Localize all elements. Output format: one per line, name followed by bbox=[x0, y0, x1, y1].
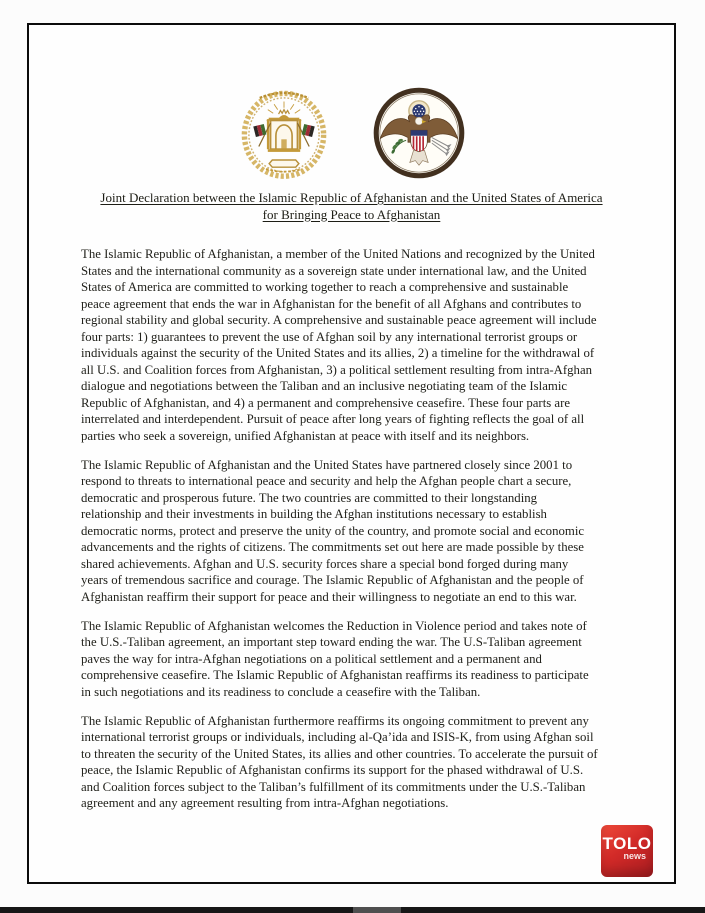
title-line-1: Joint Declaration between the Islamic Republic of Afghanistan and the United States of America bbox=[100, 190, 603, 205]
tolo-news-brand: TOLO bbox=[602, 834, 652, 853]
document-body bbox=[81, 246, 598, 824]
document-page bbox=[27, 23, 676, 884]
emblems-row bbox=[29, 85, 674, 181]
afghanistan-emblem-icon bbox=[239, 85, 329, 181]
paragraph-4: The Islamic Republic of Afghanistan furthermore reaffirms its ongoing commitment to prevent any international terrorist groups or individuals, including al-Qa’ida and ISIS-K, from using Afghan soil to threaten the security of the United States, its allies and other countries. To accelerate the pursuit of peace, the Islamic Republic of Afghanistan confirms its support for the phased withdrawal of U.S. and Coalition forces subject to the Taliban’s fulfillment of its commitments under the U.S.-Taliban agreement and any agreement resulting from intra-Afghan negotiations. bbox=[81, 713, 598, 810]
bottom-video-bar bbox=[0, 907, 705, 913]
paragraph-3: The Islamic Republic of Afghanistan welcomes the Reduction in Violence period and takes note of the U.S.-Taliban agreement, an important step toward ending the war. The U.S-Taliban agreement paves the way for intra-Afghan negotiations on a political settlement and a permanent and comprehensive ceasefire. The Islamic Republic of Afghanistan reaffirms its readiness to participate in such negotiations and its readiness to conclude a ceasefire with the Taliban. bbox=[81, 618, 589, 699]
tolo-news-sub: news bbox=[623, 851, 646, 861]
bottom-bar-segment bbox=[353, 907, 401, 913]
us-great-seal-icon bbox=[373, 85, 465, 181]
document-title bbox=[29, 190, 674, 223]
paragraph-2: The Islamic Republic of Afghanistan and the United States have partnered closely since 2001 to respond to threats to international peace and security and help the Afghan people chart a secure, democratic and prosperous future. The two countries are committed to their longstanding relationship and their investments in building the Afghan institutions necessary to establish democratic norms, protect and preserve the unity of the country, and promote social and economic advancements and the rights of citizens. The commitments set out here are made possible by these shared achievements. Afghan and U.S. security forces share a special bond forged during many years of tremendous sacrifice and courage. The Islamic Republic of Afghanistan and the people of Afghanistan reaffirm their support for peace and their willingness to negotiate an end to this war. bbox=[81, 457, 585, 604]
tolo-news-logo bbox=[601, 825, 653, 877]
title-line-2: for Bringing Peace to Afghanistan bbox=[262, 206, 441, 222]
paragraph-1: The Islamic Republic of Afghanistan, a member of the United Nations and recognized by the United States and the international community as a sovereign state under international law, and the United States of America are committed to working together to reach a comprehensive and sustainable peace agreement that ends the war in Afghanistan for the benefit of all Afghans and contributes to regional stability and global security. A comprehensive and sustainable peace agreement will include four parts: 1) guarantees to prevent the use of Afghan soil by any international terrorist groups or individuals against the security of the United States and its allies, 2) a timeline for the withdrawal of all U.S. and Coalition forces from Afghanistan, 3) a political settlement resulting from intra-Afghan dialogue and negotiations between the Taliban and an inclusive negotiating team of the Islamic Republic of Afghanistan, and 4) a permanent and comprehensive ceasefire. These four parts are interrelated and interdependent. Pursuit of peace after long years of fighting reflects the goal of all parties who seek a sovereign, unified Afghanistan at peace with itself and its neighbors. bbox=[81, 247, 597, 443]
